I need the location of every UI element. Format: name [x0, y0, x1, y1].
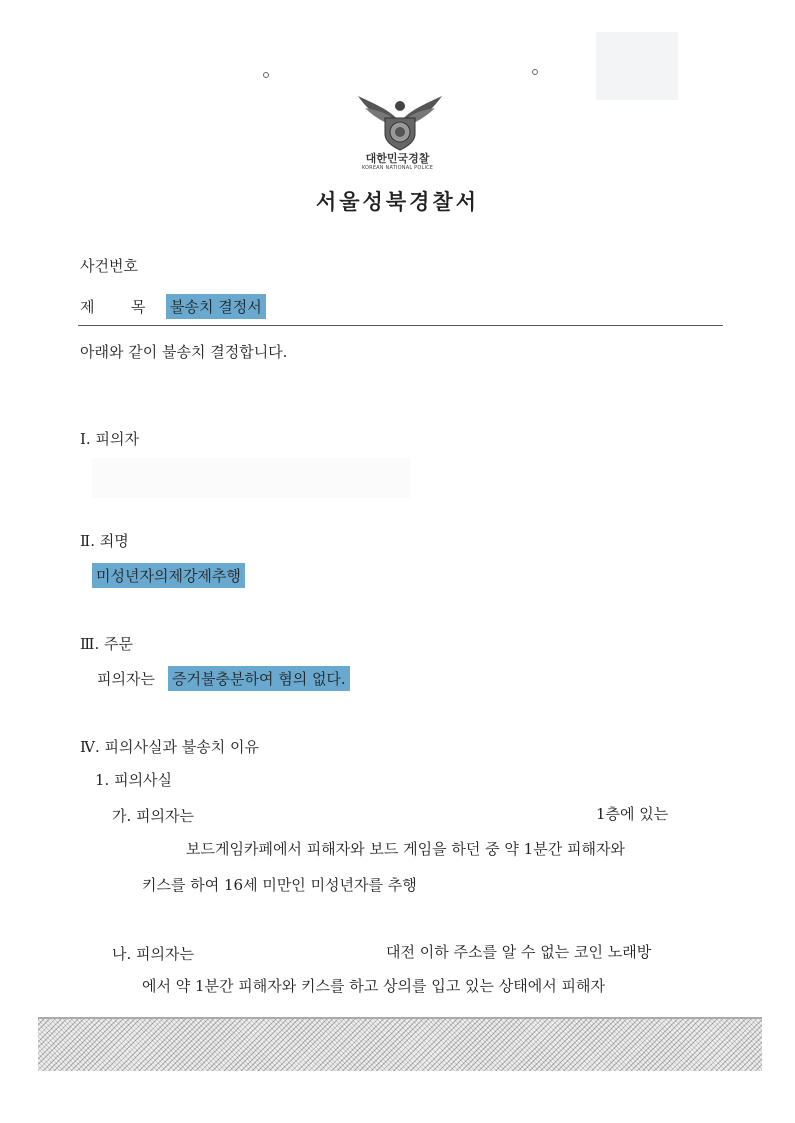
section-1-heading: Ⅰ. 피의자 [80, 430, 139, 448]
section-4-heading: Ⅳ. 피의사실과 불송치 이유 [80, 738, 259, 756]
subject-value: 불송치 결정서 [166, 294, 266, 319]
item-na-prefix: 나. 피의자는 [112, 945, 194, 963]
scan-mark-left [263, 72, 269, 78]
section-4-subheading: 1. 피의사실 [95, 771, 173, 789]
item-ga-line-2: 보드게임카페에서 피해자와 보드 게임을 하던 중 약 1분간 피해자와 [186, 840, 625, 858]
page-title: 서울성북경찰서 [315, 189, 479, 214]
item-na-tail: 대전 이하 주소를 알 수 없는 코인 노래방 [386, 943, 652, 961]
subject-label-1: 제 [80, 298, 95, 316]
item-ga-line-3: 키스를 하여 16세 미만인 미성년자를 추행 [142, 876, 417, 894]
section-2-heading: Ⅱ. 죄명 [80, 532, 129, 550]
redaction-band [38, 1017, 762, 1071]
fax-stamp-area [596, 32, 678, 100]
org-name-en: KOREAN NATIONAL POLICE [361, 165, 434, 171]
case-number-label: 사건번호 [80, 257, 138, 275]
intro-text: 아래와 같이 불송치 결정합니다. [80, 343, 288, 361]
subject-label-2: 목 [131, 298, 146, 316]
org-name-ko: 대한민국경찰 [365, 152, 430, 165]
scan-mark-right [532, 69, 538, 75]
item-ga-tail: 1층에 있는 [596, 805, 669, 823]
header-divider [78, 325, 723, 326]
section-3-heading: Ⅲ. 주문 [80, 635, 133, 653]
item-na-line-2: 에서 약 1분간 피해자와 키스를 하고 상의를 입고 있는 상태에서 피해자 [142, 977, 605, 995]
item-ga-prefix: 가. 피의자는 [112, 807, 194, 825]
police-eagle-emblem-icon [355, 92, 445, 152]
disposition-prefix: 피의자는 [97, 670, 155, 688]
disposition-value: 증거불충분하여 혐의 없다. [168, 666, 350, 691]
redacted-suspect-area [92, 458, 410, 498]
charge-value: 미성년자의제강제추행 [92, 563, 245, 588]
